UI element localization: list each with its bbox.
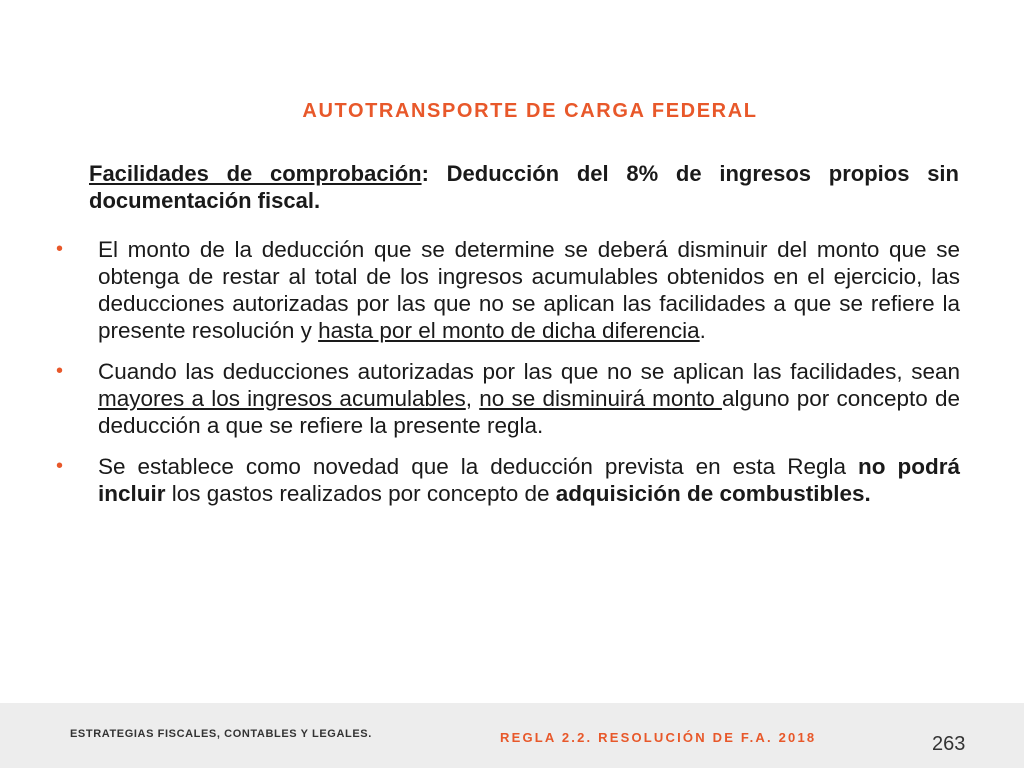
subtitle-underlined: Facilidades de comprobación bbox=[89, 161, 422, 186]
footer-bar bbox=[0, 703, 1024, 768]
bullet-list bbox=[56, 236, 960, 521]
bullet-item bbox=[56, 358, 960, 439]
bullet-3-bold-2: adquisición de combustibles. bbox=[555, 481, 871, 506]
footer-company: ESTRATEGIAS FISCALES, CONTABLES Y LEGALES. bbox=[70, 728, 372, 740]
bullet-3-text-1: Se establece como novedad que la deducción prevista en esta Regla bbox=[98, 454, 858, 479]
bullet-2-underlined-2: no se disminuirá monto bbox=[479, 386, 722, 411]
bullet-2-underlined-1: mayores a los ingresos acumulables bbox=[98, 386, 466, 411]
bullet-2-text-1: Cuando las deducciones autorizadas por las que no se aplican las facilidades, sean bbox=[98, 359, 960, 384]
bullet-icon: • bbox=[56, 455, 64, 477]
bullet-icon: • bbox=[56, 360, 64, 382]
bullet-1-text-1: El monto de la deducción que se determine se deberá disminuir del monto que se obtenga de restar al total de los ingresos acumulables obtenidos en el ejercicio, las deducciones autorizadas por las que no se aplican las facilidades a que se refiere la presente resolución y bbox=[98, 237, 960, 343]
bullet-item bbox=[56, 453, 960, 507]
bullet-3-text-2: los gastos realizados por concepto de bbox=[165, 481, 556, 506]
page-number: 263 bbox=[932, 733, 966, 755]
slide-title: AUTOTRANSPORTE DE CARGA FEDERAL bbox=[302, 100, 758, 122]
bullet-2-text-2: , bbox=[465, 386, 480, 411]
bullet-3-bold-1: no podrá incluir bbox=[98, 454, 960, 506]
bullet-item bbox=[56, 236, 960, 344]
bullet-1-text-2: . bbox=[699, 318, 706, 343]
bullet-icon: • bbox=[56, 238, 64, 260]
subtitle bbox=[89, 160, 959, 214]
bullet-1-underlined-1: hasta por el monto de dicha diferencia bbox=[318, 318, 700, 343]
bullet-2-text-3: alguno por concepto de deducción a que se refiere la presente regla. bbox=[98, 386, 960, 438]
footer-regla: REGLA 2.2. RESOLUCIÓN DE F.A. 2018 bbox=[500, 730, 817, 745]
subtitle-rest: : Deducción del 8% de ingresos propios sin documentación fiscal. bbox=[89, 161, 959, 213]
